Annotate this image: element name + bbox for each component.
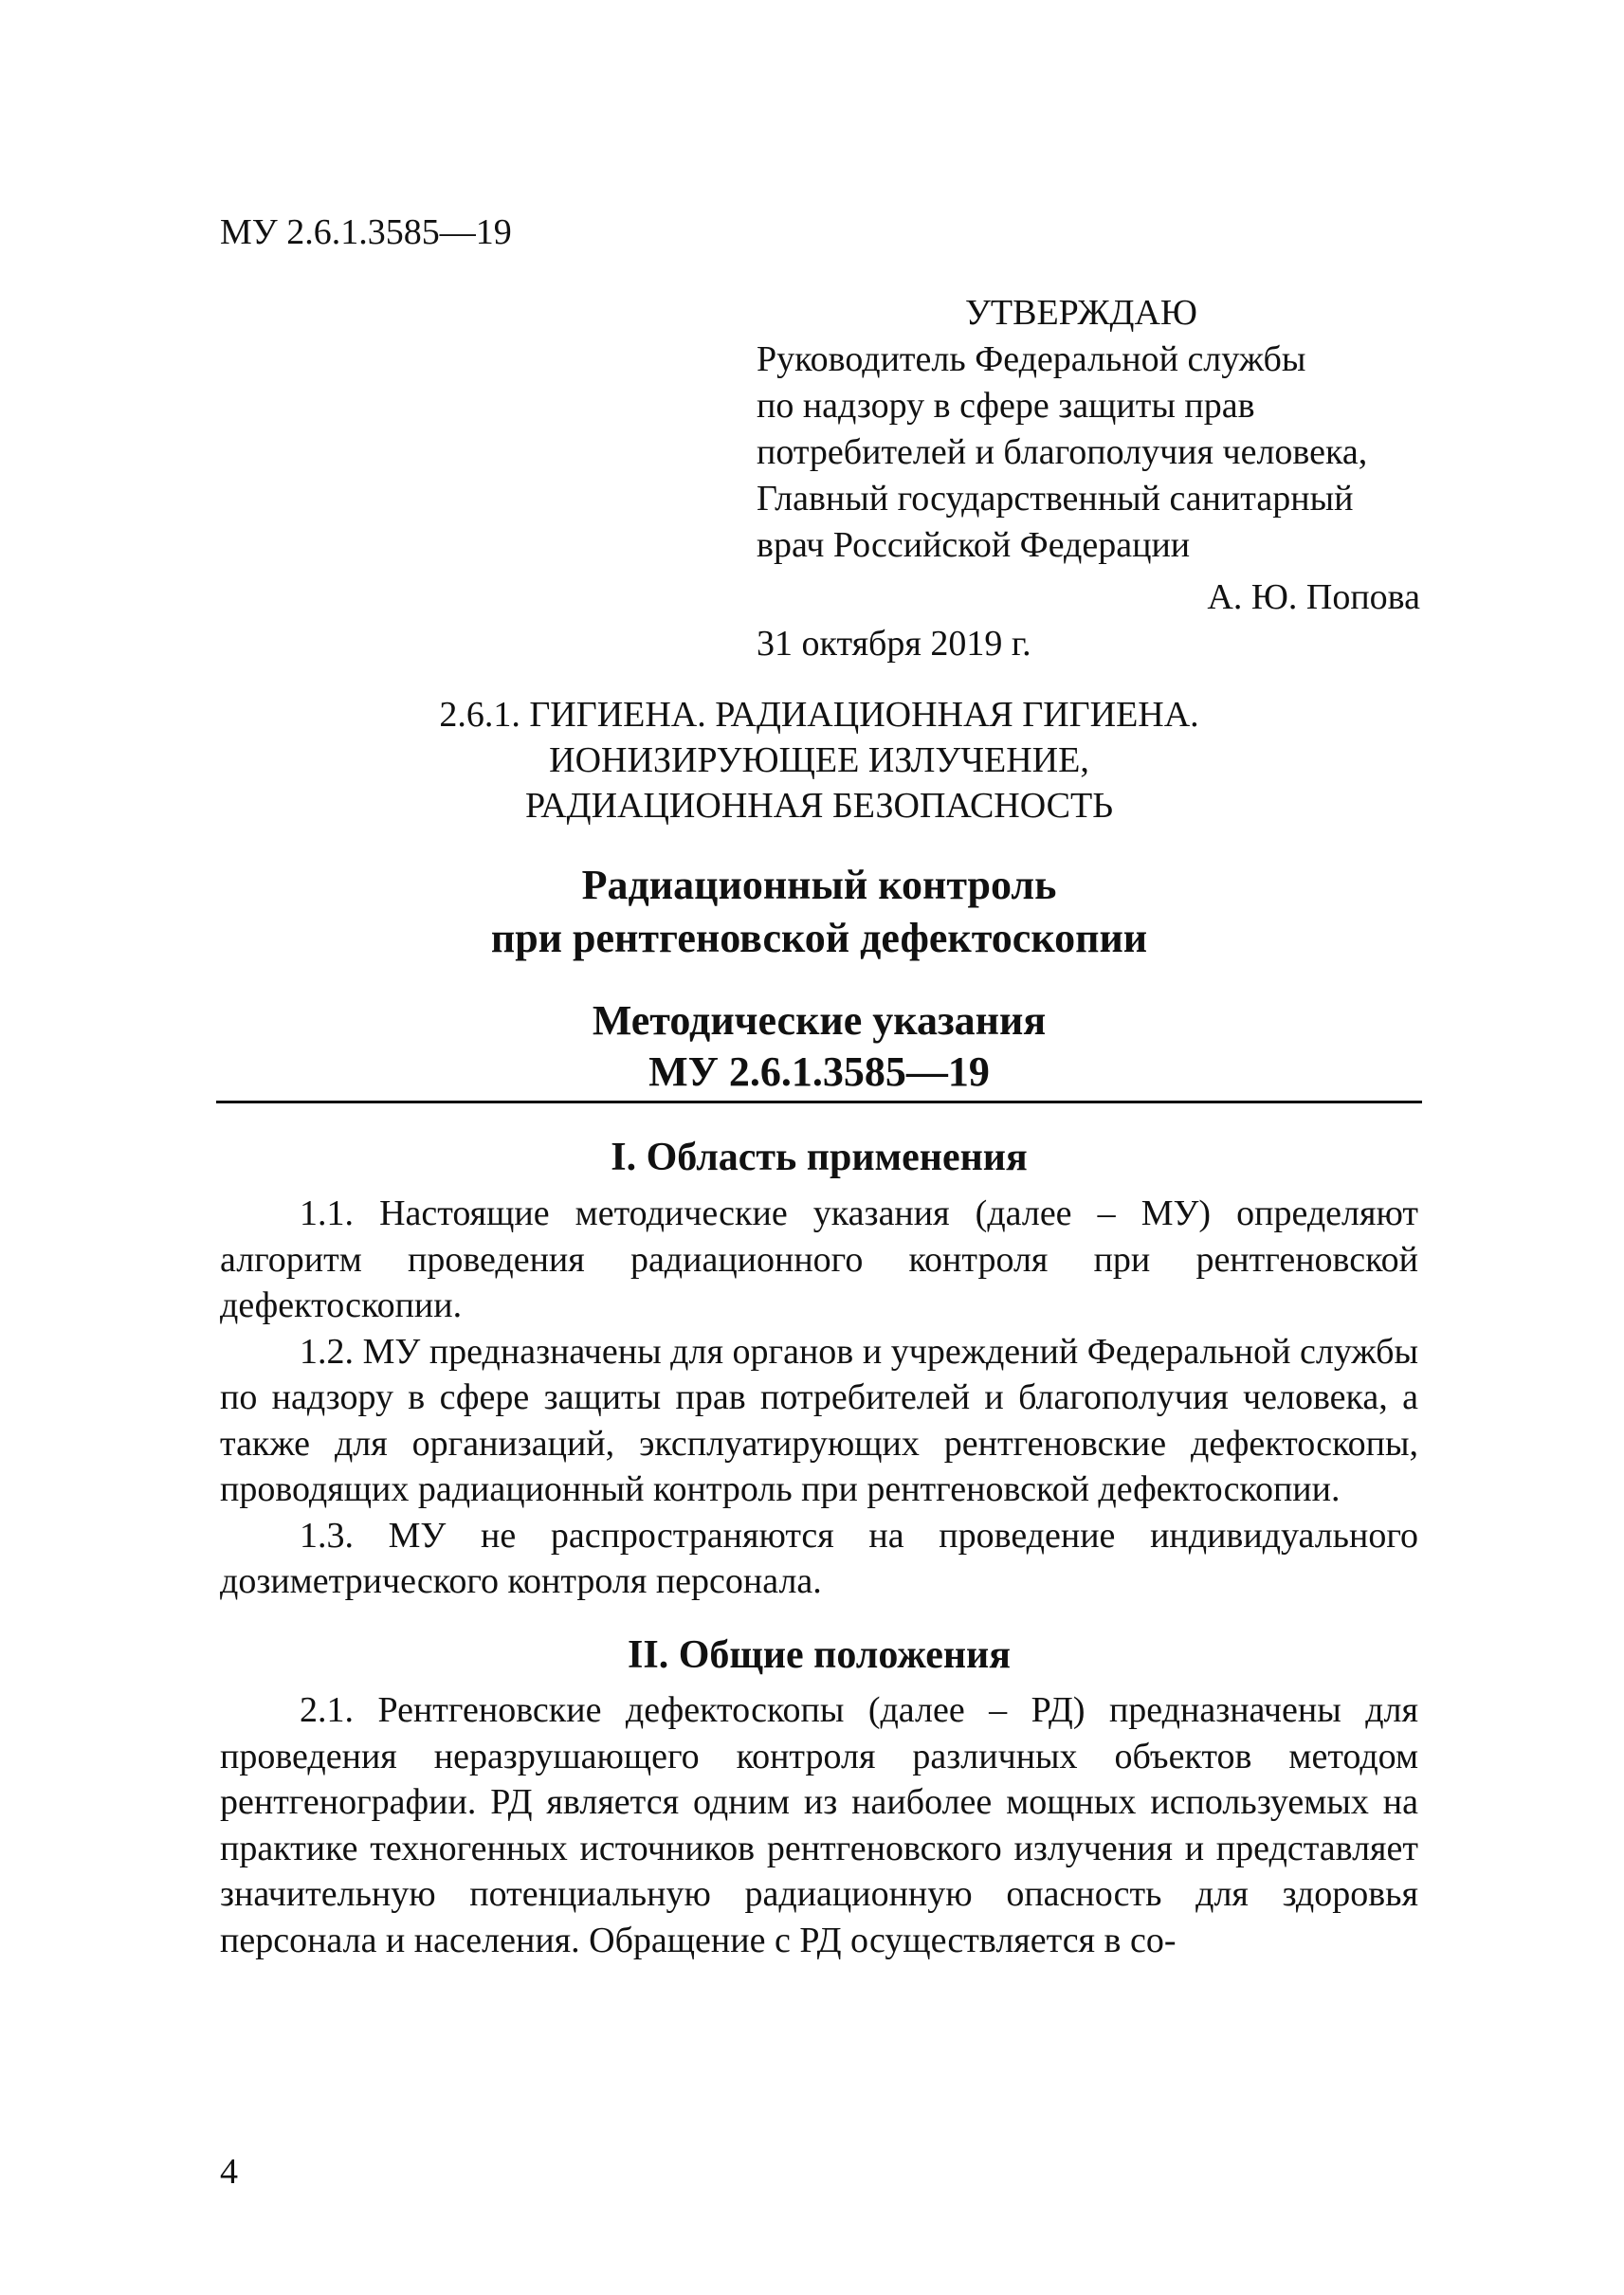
subtitle-line: Методические указания [592, 997, 1047, 1044]
page-number: 4 [220, 2152, 238, 2192]
category-line: 2.6.1. ГИГИЕНА. РАДИАЦИОННАЯ ГИГИЕНА. [439, 695, 1199, 735]
section-body-general [220, 1687, 1418, 1963]
paragraph: 2.1. Рентгеновские дефектоскопы (далее – РД) предназначены для проведения неразрушающего контроля различных объектов методом рентгенографии. РД является одним из наиболее мощных используемых на практике техногенных источников рентгеновского излучения и представляет значительную потенциальную радиационную опасность для здоровья персонала и населения. Обращение с РД осуществляется в со- [220, 1690, 1418, 1960]
approver-position-line: по надзору в сфере защиты прав [757, 386, 1255, 426]
paragraph: 1.2. МУ предназначены для органов и учреждений Федеральной службы по надзору в сфере защиты прав потребителей и благополучия человека, а также для организаций, эксплуатирующих рентгеновские дефектоскопы, проводящих радиационный контроль при рентгеновской дефектоскопии. [220, 1331, 1418, 1509]
paragraph: 1.1. Настоящие методические указания (далее – МУ) определяют алгоритм проведения радиационного контроля при рентгеновской дефектоскопии. [220, 1193, 1418, 1325]
approval-date: 31 октября 2019 г. [757, 624, 1031, 664]
horizontal-divider [216, 1101, 1422, 1103]
document-subtitle [220, 995, 1418, 1098]
document-title [220, 859, 1418, 965]
approver-position-line: Главный государственный санитарный [757, 479, 1354, 519]
section-body-scope [220, 1191, 1418, 1605]
approval-title: УТВЕРЖДАЮ [965, 293, 1197, 333]
approver-position-line: врач Российской Федерации [757, 525, 1191, 565]
document-category [220, 692, 1418, 829]
title-line: при рентгеновской дефектоскопии [490, 915, 1148, 961]
section-heading-general: II. Общие положения [628, 1633, 1011, 1677]
approver-name: А. Ю. Попова [1207, 577, 1420, 617]
document-code-header: МУ 2.6.1.3585—19 [220, 212, 512, 252]
approver-position-line: Руководитель Федеральной службы [757, 339, 1306, 379]
section-heading-scope: I. Область применения [611, 1136, 1028, 1179]
approval-block [757, 290, 1420, 667]
category-line: РАДИАЦИОННАЯ БЕЗОПАСНОСТЬ [524, 786, 1114, 826]
subtitle-line: МУ 2.6.1.3585—19 [648, 1048, 990, 1095]
category-line: ИОНИЗИРУЮЩЕЕ ИЗЛУЧЕНИЕ, [549, 740, 1089, 780]
approver-position-line: потребителей и благополучия человека, [757, 432, 1368, 472]
title-line: Радиационный контроль [581, 862, 1057, 908]
paragraph: 1.3. МУ не распространяются на проведение индивидуального дозиметрического контроля персонала. [220, 1515, 1418, 1601]
